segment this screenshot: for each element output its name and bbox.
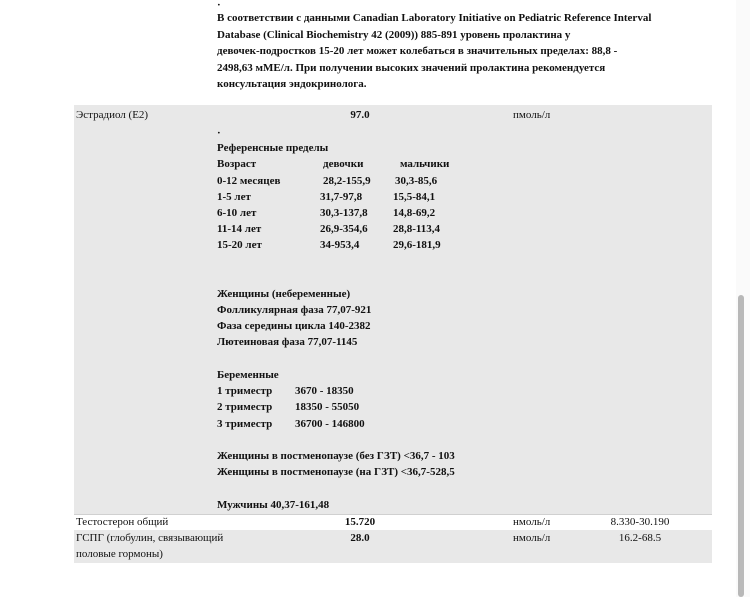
estradiol-unit: пмоль/л bbox=[513, 109, 551, 121]
scrollbar-thumb[interactable] bbox=[738, 295, 744, 597]
note-line: девочек-подростков 15-20 лет может колебаться в значительных пределах: 88,8 - bbox=[217, 45, 618, 57]
pregnant-title: Беременные bbox=[217, 369, 279, 381]
men-line: Мужчины 40,37-161,48 bbox=[217, 499, 330, 511]
boys-range: 29,6-181,9 bbox=[393, 239, 441, 251]
boys-range: 14,8-69,2 bbox=[393, 207, 436, 219]
boys-range: 28,8-113,4 bbox=[393, 223, 441, 235]
estradiol-value: 97.0 bbox=[350, 109, 370, 121]
note-line: В соответствии с данными Canadian Laboratory Initiative on Pediatric Reference Interval bbox=[217, 12, 652, 24]
boys-header: мальчики bbox=[400, 158, 450, 170]
girls-range: 30,3-137,8 bbox=[320, 207, 368, 219]
prolactin-note bbox=[217, 0, 717, 93]
age-header: Возраст bbox=[217, 158, 257, 170]
boys-range: 30,3-85,6 bbox=[395, 175, 438, 187]
trimester-range: 3670 - 18350 bbox=[295, 385, 354, 397]
testosterone-value: 15.720 bbox=[344, 516, 376, 528]
girls-range: 26,9-354,6 bbox=[320, 223, 368, 235]
women-line: Лютеиновая фаза 77,07-1145 bbox=[217, 336, 358, 348]
girls-range: 31,7-97,8 bbox=[320, 191, 363, 203]
testosterone-name: Тестостерон общий bbox=[76, 516, 169, 528]
age-cell: 11-14 лет bbox=[217, 223, 262, 235]
trimester-label: 3 триместр bbox=[217, 418, 273, 430]
shbg-reference: 16.2-68.5 bbox=[618, 532, 662, 544]
estradiol-name: Эстрадиол (E2) bbox=[76, 109, 149, 121]
shbg-unit: нмоль/л bbox=[513, 532, 551, 544]
testosterone-unit: нмоль/л bbox=[513, 516, 551, 528]
age-cell: 0-12 месяцев bbox=[217, 175, 281, 187]
boys-range: 15,5-84,1 bbox=[393, 191, 436, 203]
trimester-range: 36700 - 146800 bbox=[295, 418, 365, 430]
note-line: Database (Clinical Biochemistry 42 (2009)) 885-891 уровень пролактина у bbox=[217, 28, 571, 41]
girls-range: 34-953,4 bbox=[320, 239, 360, 251]
shbg-name-line2: половые гормоны) bbox=[76, 548, 163, 560]
trimester-label: 2 триместр bbox=[217, 401, 273, 413]
women-line: Фаза середины цикла 140-2382 bbox=[217, 320, 371, 332]
bullet-dot: · bbox=[217, 0, 221, 11]
trimester-label: 1 триместр bbox=[217, 385, 273, 397]
postmenopause-line: Женщины в постменопаузе (без ГЗТ) <36,7 - 103 bbox=[217, 450, 455, 462]
women-line: Фолликулярная фаза 77,07-921 bbox=[217, 304, 372, 316]
bullet-dot: · bbox=[217, 127, 221, 139]
age-cell: 6-10 лет bbox=[217, 207, 257, 219]
women-line: Женщины (небеременные) bbox=[217, 288, 351, 300]
girls-header: девочки bbox=[323, 158, 364, 170]
note-line: 2498,63 мМЕ/л. При получении высоких значений пролактина рекомендуется bbox=[217, 61, 606, 74]
reference-title: Референсные пределы bbox=[217, 142, 329, 154]
postmenopause-line: Женщины в постменопаузе (на ГЗТ) <36,7-528,5 bbox=[217, 466, 455, 478]
girls-range: 28,2-155,9 bbox=[323, 175, 371, 187]
age-cell: 15-20 лет bbox=[217, 239, 262, 251]
testosterone-reference: 8.330-30.190 bbox=[610, 516, 670, 528]
trimester-range: 18350 - 55050 bbox=[295, 401, 360, 413]
age-cell: 1-5 лет bbox=[217, 191, 251, 203]
shbg-value: 28.0 bbox=[350, 532, 370, 544]
shbg-name-line1: ГСПГ (глобулин, связывающий bbox=[76, 532, 224, 544]
note-line: консультация эндокринолога. bbox=[217, 78, 367, 90]
